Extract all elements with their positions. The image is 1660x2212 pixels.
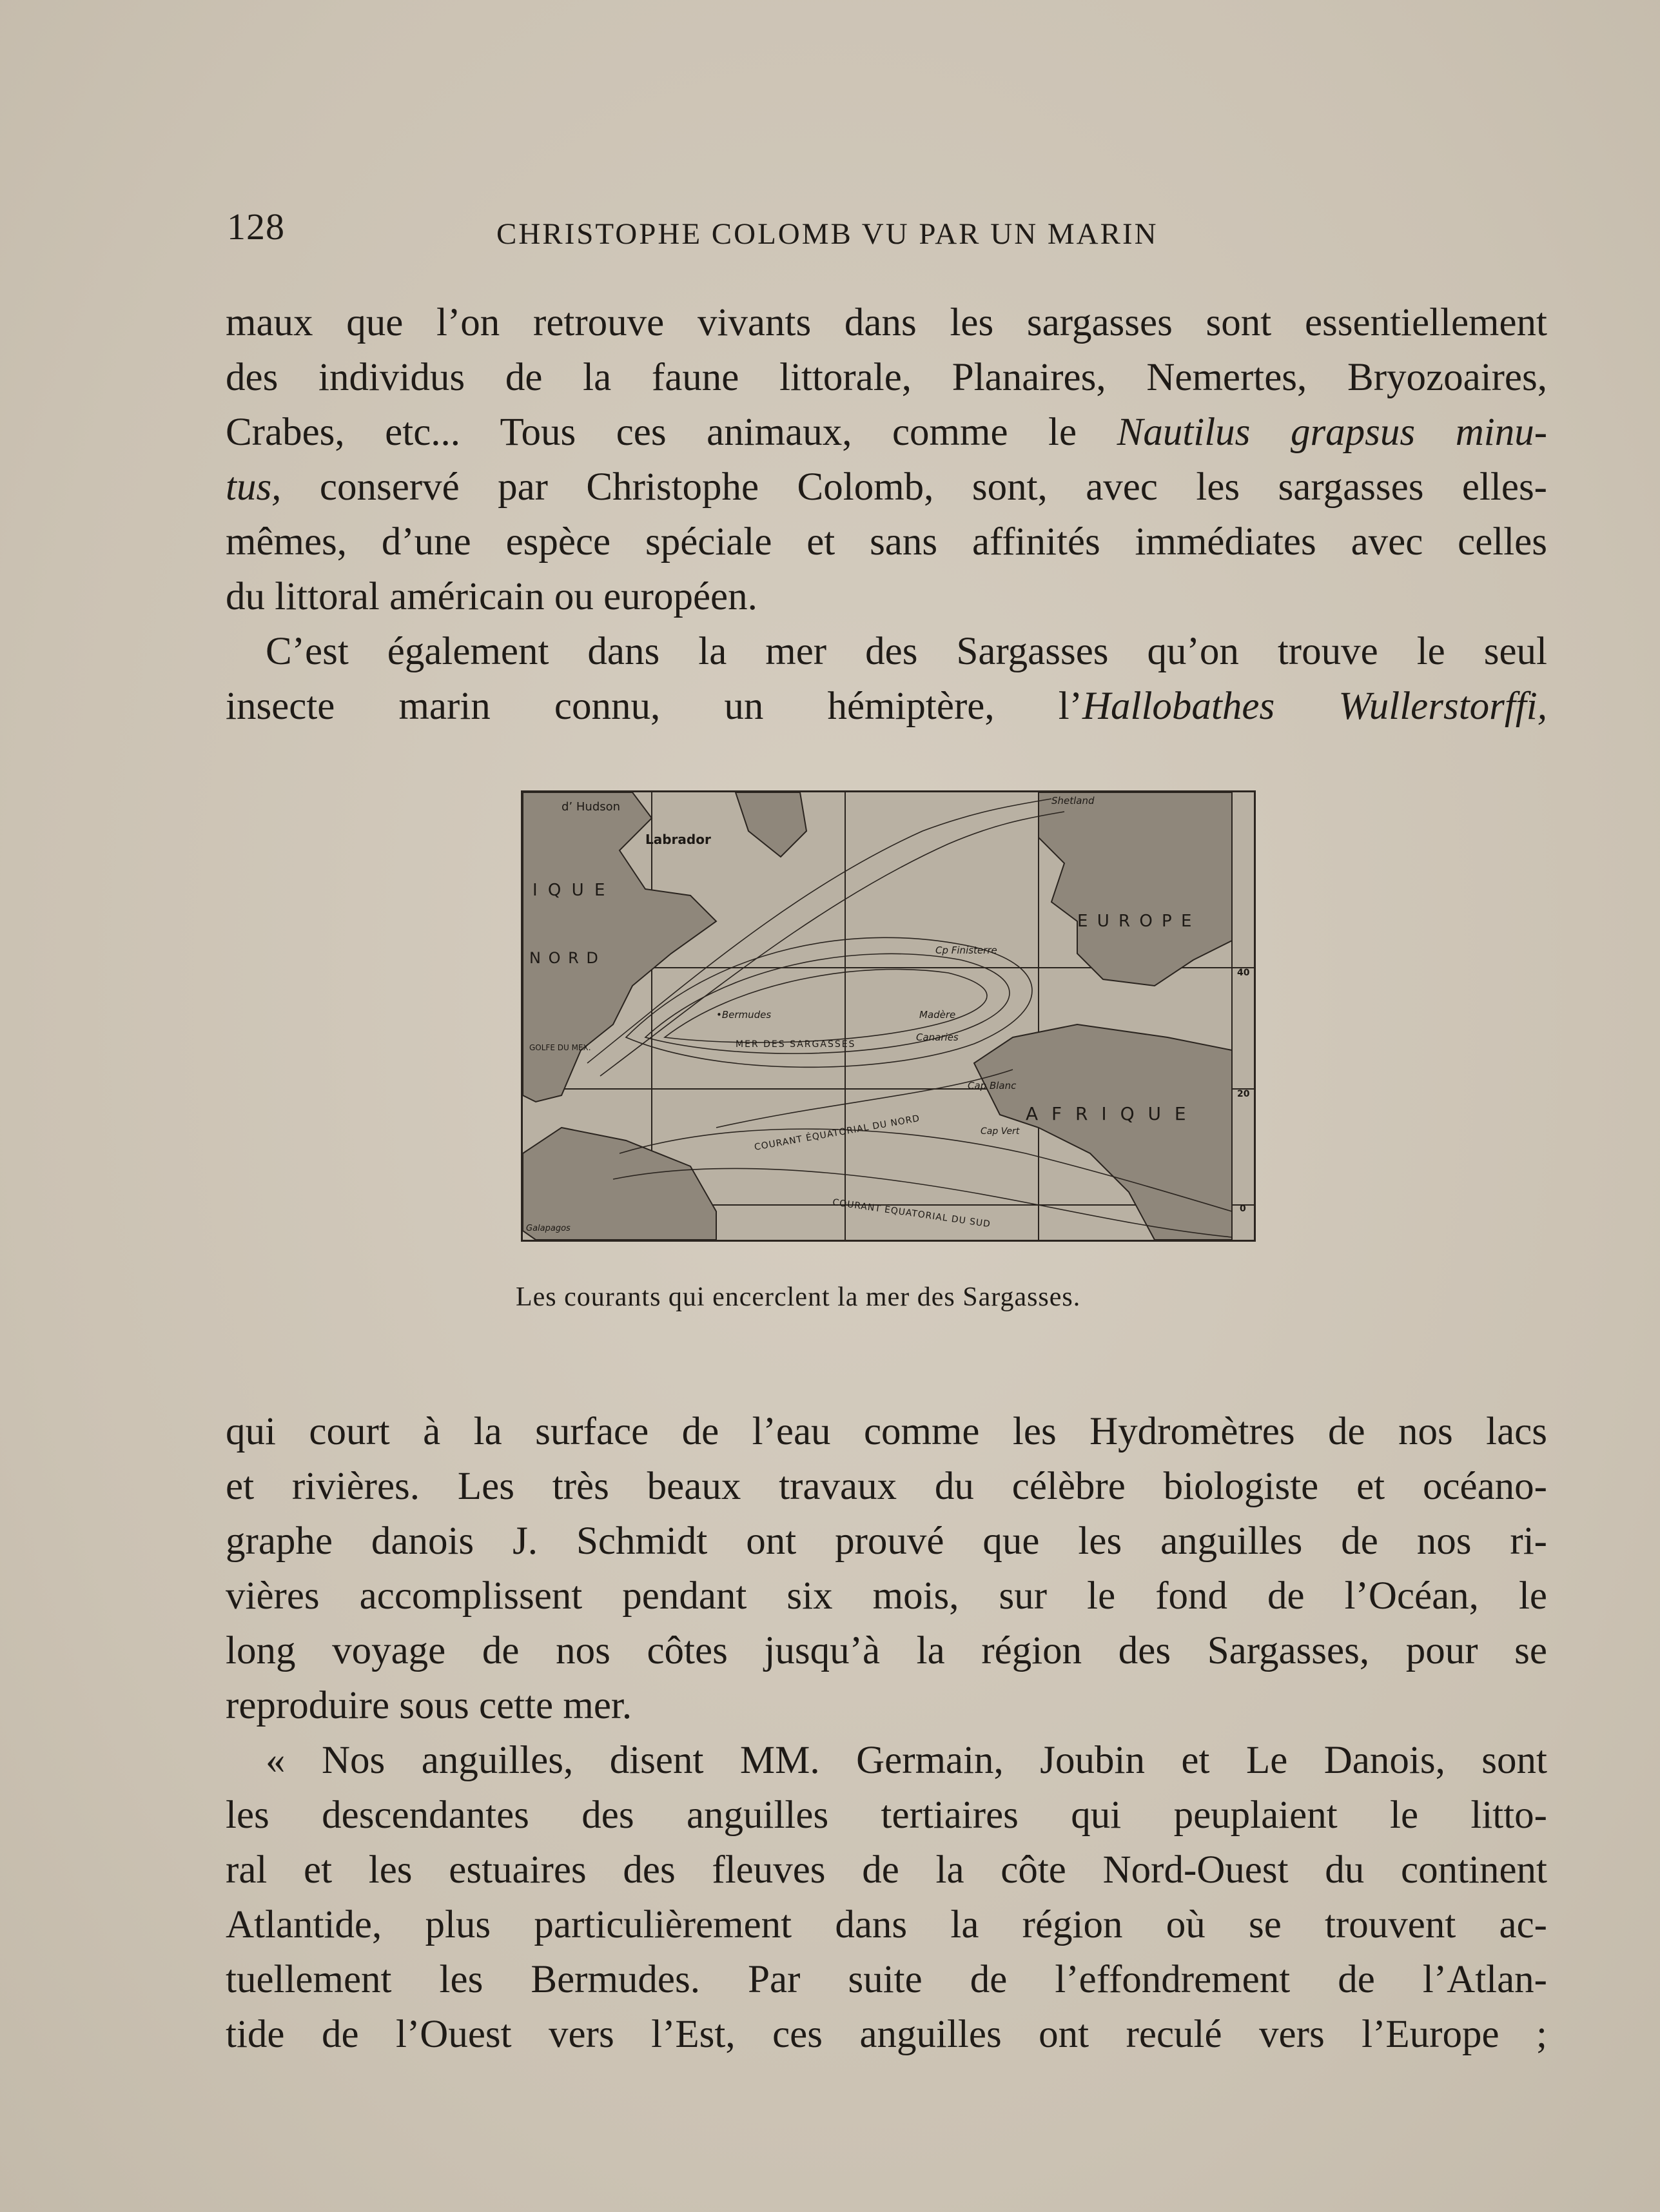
latitude-tick: 0: [1240, 1204, 1246, 1214]
page-number: 128: [227, 206, 285, 248]
map-label: d’ Hudson: [561, 800, 621, 814]
map-label: A F R I Q U E: [1026, 1103, 1190, 1124]
paragraph-2: [226, 624, 1547, 734]
map-label: MER DES SARGASSES: [736, 1039, 856, 1050]
text-line: du littoral américain ou européen.: [226, 575, 757, 618]
map-label: Cap Vert: [981, 1126, 1020, 1137]
text-line: mêmes, d’une espèce spéciale et sans affinités immédiates avec celles: [226, 520, 1547, 563]
map-label: E U R O P E: [1077, 912, 1194, 931]
text-line: « Nos anguilles, disent MM. Germain, Joubin et Le Danois, sont: [266, 1739, 1547, 1782]
landmass-shapes: [523, 792, 1232, 1240]
text-line: [226, 460, 1547, 514]
text-span: conservé par Christophe Colomb, sont, avec les sargasses elles-: [319, 465, 1547, 509]
paragraph-3: [226, 1404, 1547, 1733]
map-label: Labrador: [645, 832, 711, 847]
map-label: Canaries: [916, 1032, 959, 1043]
map-label: Shetland: [1051, 795, 1095, 807]
text-line: reproduire sous cette mer.: [226, 1684, 632, 1727]
figure-caption: Les courants qui encerclent la mer des Sargasses.: [516, 1282, 1081, 1312]
text-span: insecte marin connu, un hémiptère, l’: [226, 685, 1082, 728]
text-line: ral et les estuaires des fleuves de la côte Nord-Ouest du continent: [226, 1848, 1547, 1892]
map-label: •Bermudes: [716, 1009, 772, 1021]
map-label: Cp Finisterre: [935, 945, 997, 956]
text-line: long voyage de nos côtes jusqu’à la région des Sargasses, pour se: [226, 1629, 1547, 1672]
text-line: C’est également dans la mer des Sargasses qu’on trouve le seul: [266, 630, 1547, 673]
text-line: et rivières. Les très beaux travaux du célèbre biologiste et océano-: [226, 1465, 1547, 1508]
text-block-top: [226, 295, 1547, 734]
paragraph-4: [226, 1733, 1547, 2062]
map-label: N O R D: [529, 949, 600, 967]
map-label: COURANT ÉQUATORIAL DU SUD: [832, 1197, 991, 1230]
map-label: Galapagos: [526, 1224, 571, 1233]
latitude-tick: 40: [1237, 968, 1250, 978]
text-line: Atlantide, plus particulièrement dans la région où se trouvent ac-: [226, 1903, 1547, 1946]
italic-species-name: tus,: [226, 465, 282, 509]
text-block-bottom: [226, 1404, 1547, 2062]
text-line: les descendantes des anguilles tertiaires qui peuplaient le litto-: [226, 1794, 1547, 1837]
running-title: CHRISTOPHE COLOMB VU PAR UN MARIN: [496, 217, 1158, 251]
italic-species-name: Nautilus grapsus minu-: [1117, 411, 1548, 454]
latitude-tick: 20: [1237, 1089, 1250, 1099]
text-span: Crabes, etc... Tous ces animaux, comme le: [226, 411, 1077, 454]
text-line: graphe danois J. Schmidt ont prouvé que les anguilles de nos ri-: [226, 1520, 1547, 1563]
map-figure: [521, 790, 1256, 1242]
map-label: Madère: [919, 1009, 956, 1021]
text-line: des individus de la faune littorale, Planaires, Nemertes, Bryozoaires,: [226, 356, 1547, 399]
paragraph-1: [226, 295, 1547, 624]
map-label: I Q U E: [532, 881, 608, 900]
text-line: [226, 405, 1547, 460]
map-label: GOLFE DU MEX.: [529, 1043, 591, 1052]
italic-species-name: Hallobathes Wullerstorffi,: [1082, 685, 1547, 728]
text-line: [226, 679, 1547, 734]
map-label: COURANT ÉQUATORIAL DU NORD: [753, 1113, 921, 1153]
atlantic-currents-map: [523, 792, 1254, 1240]
text-line: vières accomplissent pendant six mois, sur le fond de l’Océan, le: [226, 1574, 1547, 1618]
map-label: Cap Blanc: [968, 1080, 1017, 1091]
text-line: qui court à la surface de l’eau comme les Hydromètres de nos lacs: [226, 1410, 1547, 1453]
text-line: tuellement les Bermudes. Par suite de l’effondrement de l’Atlan-: [226, 1958, 1547, 2001]
text-line: tide de l’Ouest vers l’Est, ces anguilles ont reculé vers l’Europe ;: [226, 2013, 1547, 2056]
text-line: maux que l’on retrouve vivants dans les sargasses sont essentiellement: [226, 301, 1547, 344]
